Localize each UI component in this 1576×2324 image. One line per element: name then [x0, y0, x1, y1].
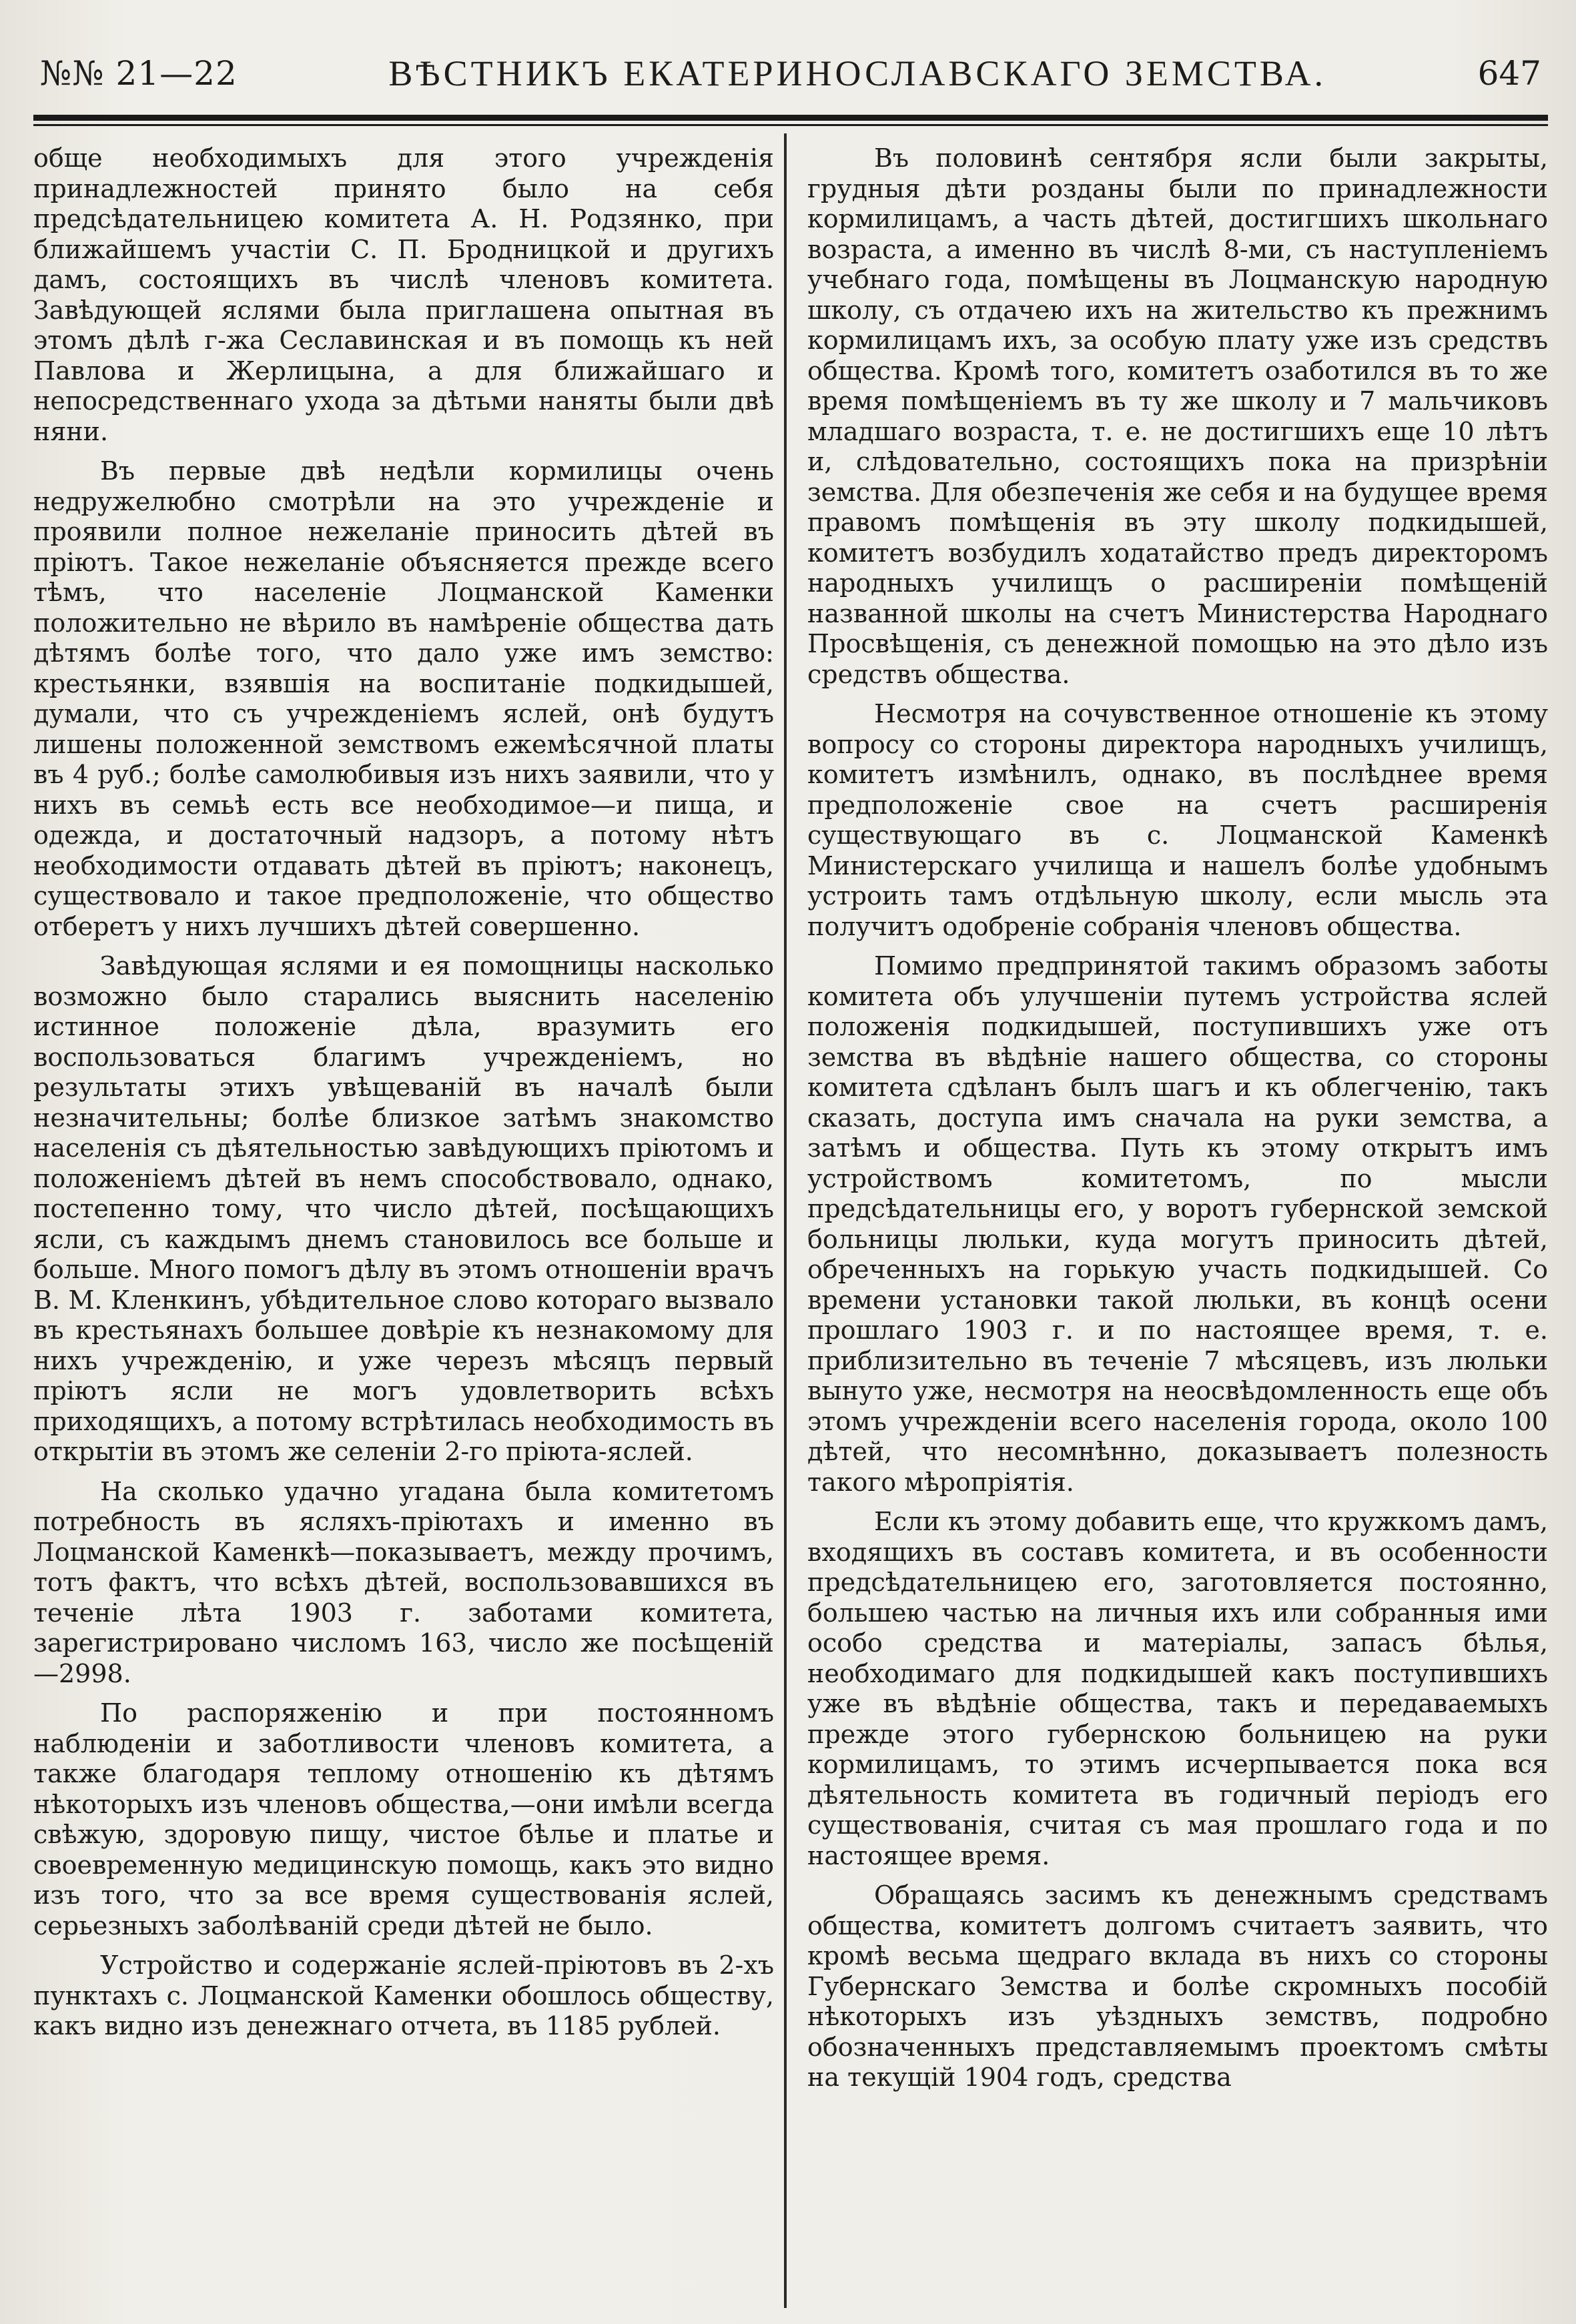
paragraph: Если къ этому добавить еще, что кружкомъ дамъ, входящихъ въ составъ комитета, и въ особенности предсѣдательницею его, заготовляется постоянно, большею частью на личныя ихъ или собранныя ими особо средства и матеріалы, запасъ бѣлья, необходимаго для подкидышей какъ поступившихъ уже въ вѣдѣніе общества, такъ и передаваемыхъ прежде этого губернскою больницею на руки кормилицамъ, то этимъ исчерпывается пока вся дѣятельность комитета въ годичный періодъ его существованія, считая съ мая прошлаго года и по настоящее время.	[807, 1507, 1548, 1870]
journal-title: ВѢСТНИКЪ ЕКАТЕРИНОСЛАВСКАГО ЗЕМСТВА.	[388, 53, 1327, 93]
paragraph: Завѣдующая яслями и ея помощницы насколько возможно было старались выяснить населенію истинное положеніе дѣла, вразумить его воспользоваться благимъ учрежденіемъ, но результаты этихъ увѣщеваній въ началѣ были незначительны; болѣе близкое затѣмъ знакомство населенія съ дѣятельностью завѣдующихъ пріютомъ и положеніемъ дѣтей въ немъ способствовало, однако, постепенно тому, что число дѣтей, посѣщающихъ ясли, съ каждымъ днемъ становилось все больше и больше. Много помогъ дѣлу въ этомъ отношеніи врачъ В. М. Кленкинъ, убѣдительное слово котораго вызвало въ крестьянахъ большее довѣріе къ незнакомому для нихъ учрежденію, и уже черезъ мѣсяцъ первый пріютъ ясли не могъ удовлетворить всѣхъ приходящихъ, а потому встрѣтилась необходимость въ открытіи въ этомъ же селеніи 2-го пріюта-яслей.	[33, 951, 774, 1466]
header-rule-thick	[33, 115, 1548, 121]
paragraph: Несмотря на сочувственное отношеніе къ этому вопросу со стороны директора народныхъ училищъ, комитетъ измѣнилъ, однако, въ послѣднее время предположеніе свое на счетъ расширенія существующаго въ с. Лоцманской Каменкѣ Министерскаго училища и нашелъ болѣе удобнымъ устроить тамъ отдѣльную школу, если мысль эта получитъ одобреніе собранія членовъ общества.	[807, 699, 1548, 941]
issue-number: №№ 21—22	[40, 54, 238, 93]
paragraph: По распоряженію и при постоянномъ наблюденіи и заботливости членовъ комитета, а также благодаря теплому отношенію къ дѣтямъ нѣкоторыхъ изъ членовъ общества,—они имѣли всегда свѣжую, здоровую пищу, чистое бѣлье и платье и своевременную медицинскую помощь, какъ это видно изъ того, что за все время существованія яслей, серьезныхъ заболѣваній среди дѣтей не было.	[33, 1698, 774, 1940]
page-number: 647	[1477, 54, 1541, 93]
page-header	[40, 40, 1541, 107]
column-divider	[784, 133, 787, 2308]
header-rule-thin	[33, 124, 1548, 126]
left-column	[33, 143, 774, 2305]
paragraph: На сколько удачно угадана была комитетомъ потребность въ ясляхъ-пріютахъ и именно въ Лоцманской Каменкѣ—показываетъ, между прочимъ, тотъ фактъ, что всѣхъ дѣтей, воспользовавшихся въ теченіе лѣта 1903 г. заботами комитета, зарегистрировано числомъ 163, число же посѣщеній—2998.	[33, 1476, 774, 1688]
paragraph: Устройство и содержаніе яслей-пріютовъ въ 2-хъ пунктахъ с. Лоцманской Каменки обошлось обществу, какъ видно изъ денежнаго отчета, въ 1185 рублей.	[33, 1950, 774, 2041]
paragraph: Обращаясь засимъ къ денежнымъ средствамъ общества, комитетъ долгомъ считаетъ заявить, что кромѣ весьма щедраго вклада въ нихъ со стороны Губернскаго Земства и болѣе скромныхъ пособій нѣкоторыхъ изъ уѣздныхъ земствъ, подробно обозначенныхъ представляемымъ проектомъ смѣты на текущій 1904 годъ, средства	[807, 1880, 1548, 2092]
paragraph: Помимо предпринятой такимъ образомъ заботы комитета объ улучшеніи путемъ устройства яслей положенія подкидышей, поступившихъ уже отъ земства въ вѣдѣніе нашего общества, со стороны комитета сдѣланъ былъ шагъ и къ облегченію, такъ сказать, доступа имъ сначала на руки земства, а затѣмъ и общества. Путь къ этому открытъ имъ устройствомъ комитетомъ, по мысли предсѣдательницы его, у воротъ губернской земской больницы люльки, куда могутъ приносить дѣтей, обреченныхъ на горькую участь подкидышей. Со времени установки такой люльки, въ концѣ осени прошлаго 1903 г. и по настоящее время, т. е. приблизительно въ теченіе 7 мѣсяцевъ, изъ люльки вынуто уже, несмотря на неосвѣдомленность еще объ этомъ учрежденіи всего населенія города, около 100 дѣтей, что несомнѣнно, доказываетъ полезность такого мѣропріятія.	[807, 951, 1548, 1497]
paragraph: Въ первые двѣ недѣли кормилицы очень недружелюбно смотрѣли на это учрежденіе и проявили полное нежеланіе приносить дѣтей въ пріютъ. Такое нежеланіе объясняется прежде всего тѣмъ, что населеніе Лоцманской Каменки положительно не вѣрило въ намѣреніе общества дать дѣтямъ болѣе того, что дало уже имъ земство: крестьянки, взявшія на воспитаніе подкидышей, думали, что съ учрежденіемъ яслей, онѣ будутъ лишены положенной земствомъ ежемѣсячной платы въ 4 руб.; болѣе самолюбивыя изъ нихъ заявили, что у нихъ въ семьѣ есть все необходимое—и пища, и одежда, и достаточный надзоръ, а потому нѣтъ необходимости отдавать дѣтей въ пріютъ; наконецъ, существовало и такое предположеніе, что общество отберетъ у нихъ лучшихъ дѣтей совершенно.	[33, 456, 774, 941]
paragraph: обще необходимыхъ для этого учрежденія принадлежностей принято было на себя предсѣдательницею комитета А. Н. Родзянко, при ближайшемъ участіи С. П. Бродницкой и другихъ дамъ, состоящихъ въ числѣ членовъ комитета. Завѣдующей яслями была приглашена опытная въ этомъ дѣлѣ г-жа Сеславинская и въ помощь къ ней Павлова и Жерлицына, а для ближайшаго и непосредственнаго ухода за дѣтьми наняты были двѣ няни.	[33, 143, 774, 446]
paragraph: Въ половинѣ сентября ясли были закрыты, грудныя дѣти розданы были по принадлежности кормилицамъ, а часть дѣтей, достигшихъ школьнаго возраста, а именно въ числѣ 8-ми, съ наступленіемъ учебнаго года, помѣщены въ Лоцманскую народную школу, съ отдачею ихъ на жительство къ прежнимъ кормилицамъ ихъ, за особую плату уже изъ средствъ общества. Кромѣ того, комитетъ озаботился въ то же время помѣщеніемъ въ ту же школу и 7 мальчиковъ младшаго возраста, т. е. не достигшихъ еще 10 лѣтъ и, слѣдовательно, состоящихъ пока на призрѣніи земства. Для обезпеченія же себя и на будущее время правомъ помѣщенія въ эту школу подкидышей, комитетъ возбудилъ ходатайство предъ директоромъ народныхъ училищъ о расширеніи помѣщеній названной школы на счетъ Министерства Народнаго Просвѣщенія, съ денежной помощью на это дѣло изъ средствъ общества.	[807, 143, 1548, 689]
right-column	[807, 143, 1548, 2305]
